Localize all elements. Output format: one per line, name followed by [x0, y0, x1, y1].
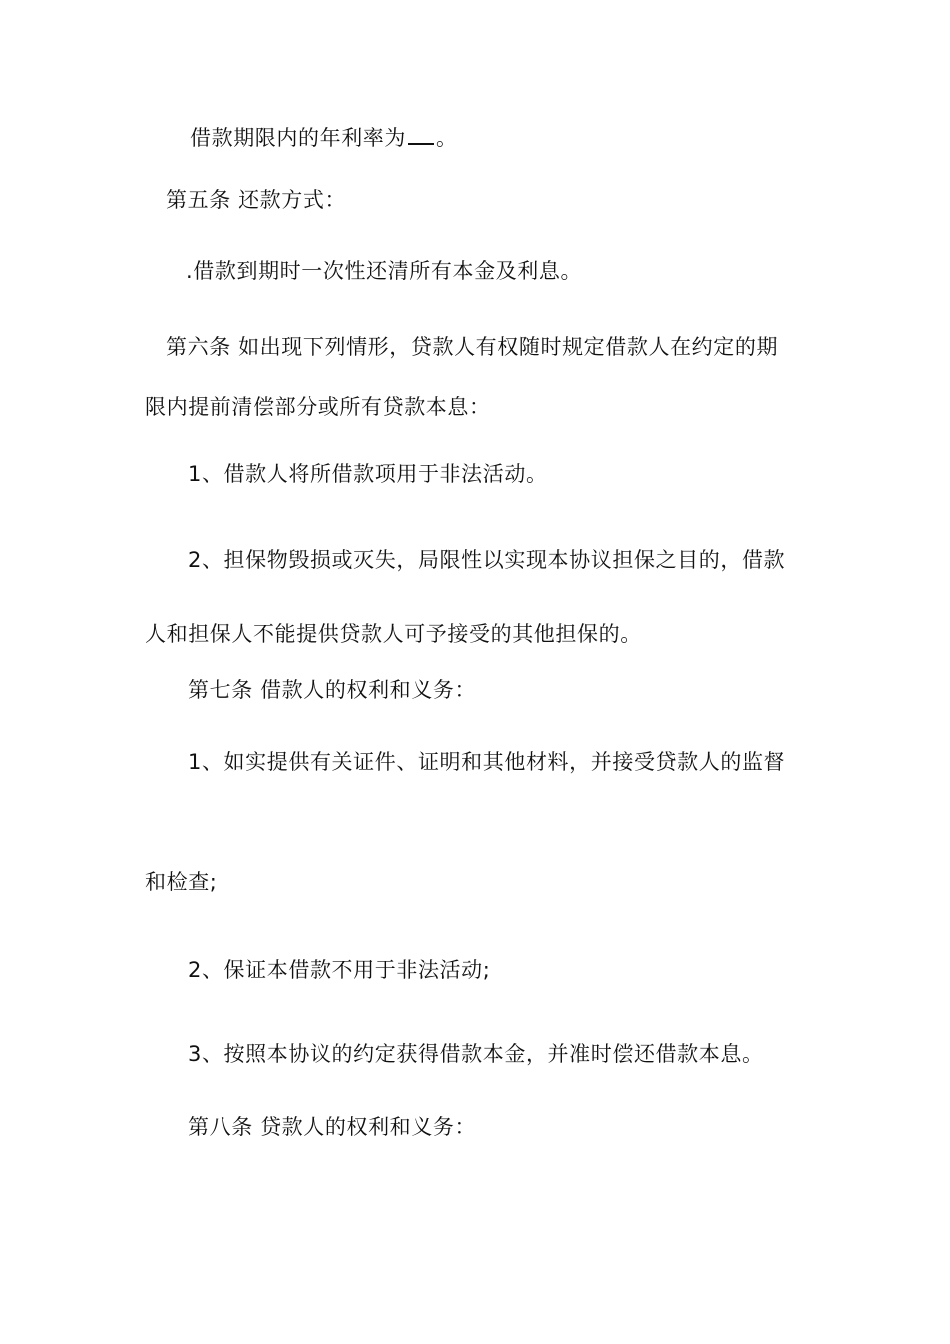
- article-6-heading: 第六条 如出现下列情形，贷款人有权随时规定借款人在约定的期: [166, 335, 779, 359]
- interest-rate-blank: [408, 125, 434, 145]
- article-6-item-2-continuation: 人和担保人不能提供贷款人可予接受的其他担保的。: [145, 622, 642, 646]
- interest-rate-text: 借款期限内的年利率为: [190, 126, 406, 150]
- article-6-item-2: 2、担保物毁损或灭失，局限性以实现本协议担保之目的，借款: [188, 548, 786, 572]
- article-7-item-1-continuation: 和检查;: [145, 870, 218, 894]
- interest-rate-line: [190, 124, 458, 152]
- article-8-heading: 第八条 贷款人的权利和义务：: [188, 1115, 477, 1139]
- article-5-heading: 第五条 还款方式：: [166, 188, 347, 212]
- interest-rate-period: 。: [436, 126, 458, 150]
- article-7-item-1: 1、如实提供有关证件、证明和其他材料，并接受贷款人的监督: [188, 750, 786, 774]
- repayment-method-item: .借款到期时一次性还清所有本金及利息。: [186, 259, 583, 283]
- article-6-item-1: 1、借款人将所借款项用于非法活动。: [188, 462, 548, 486]
- article-7-heading: 第七条 借款人的权利和义务：: [188, 678, 477, 702]
- article-7-item-3: 3、按照本协议的约定获得借款本金，并准时偿还借款本息。: [188, 1042, 764, 1066]
- article-7-item-2: 2、保证本借款不用于非法活动;: [188, 958, 491, 982]
- article-6-continuation: 限内提前清偿部分或所有贷款本息：: [145, 395, 491, 419]
